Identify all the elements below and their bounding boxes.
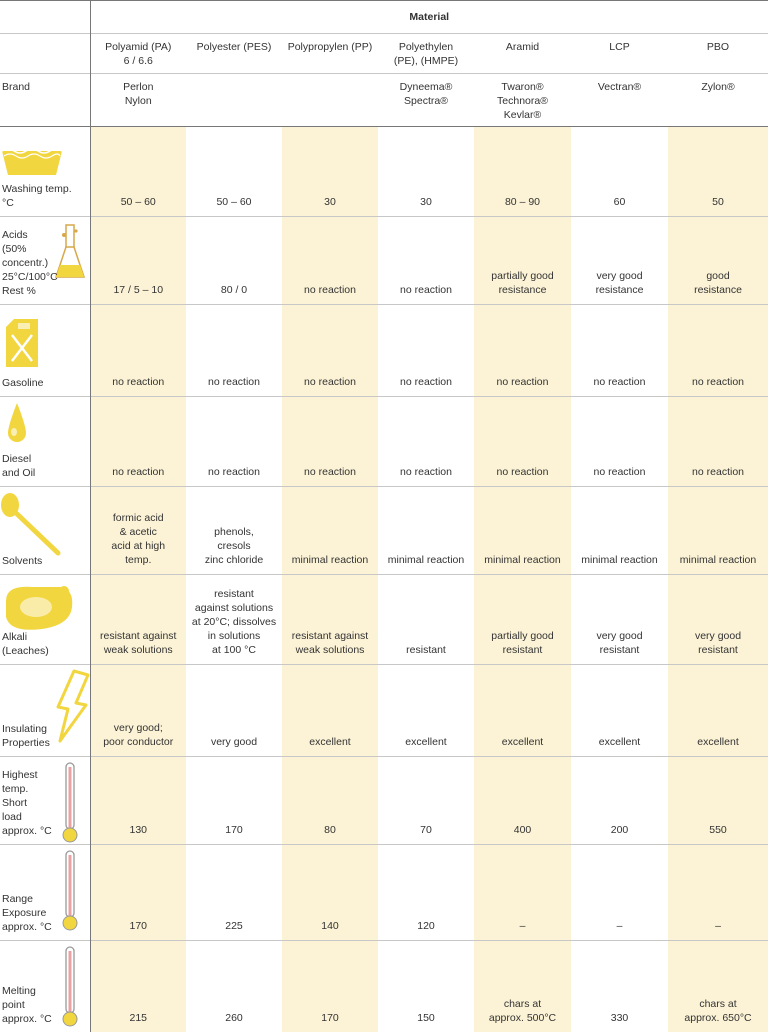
value-cell xyxy=(668,757,768,845)
value-cell xyxy=(378,487,474,575)
value-text: chars at approx. 500°C xyxy=(474,997,571,1032)
value-text: resistant against solutions at 20°C; dissolves in solutions at 100 °C xyxy=(186,587,282,664)
property-label-cell xyxy=(0,217,90,305)
value-cell xyxy=(668,487,768,575)
brand-cell: Perlon Nylon xyxy=(90,74,186,127)
value-text: 50 – 60 xyxy=(186,195,282,216)
property-row xyxy=(0,757,768,845)
value-text: no reaction xyxy=(282,465,378,486)
value-text: 170 xyxy=(186,823,282,844)
value-text: minimal reaction xyxy=(571,553,668,574)
brand-cell xyxy=(282,74,378,127)
value-text: very good resistance xyxy=(571,269,668,304)
material-header-row xyxy=(0,1,768,34)
value-cell xyxy=(571,305,668,397)
value-text: no reaction xyxy=(474,375,571,396)
value-text: 80 xyxy=(282,823,378,844)
value-text: minimal reaction xyxy=(668,553,768,574)
value-text: no reaction xyxy=(91,375,187,396)
value-text: 50 xyxy=(668,195,768,216)
value-cell xyxy=(474,217,571,305)
pipette-icon xyxy=(0,491,64,561)
material-names-row xyxy=(0,34,768,74)
property-row xyxy=(0,665,768,757)
value-cell xyxy=(282,575,378,665)
value-cell xyxy=(90,665,186,757)
property-label-cell xyxy=(0,397,90,487)
value-text: no reaction xyxy=(668,465,768,486)
value-cell xyxy=(282,127,378,217)
value-text: – xyxy=(571,919,668,940)
value-cell xyxy=(90,397,186,487)
value-text: no reaction xyxy=(91,465,187,486)
value-text: very good resistant xyxy=(571,629,668,664)
value-cell xyxy=(571,397,668,487)
value-cell xyxy=(90,305,186,397)
property-label-cell xyxy=(0,487,90,575)
value-cell xyxy=(186,305,282,397)
value-cell xyxy=(571,665,668,757)
value-text: no reaction xyxy=(282,283,378,304)
brand-row xyxy=(0,74,768,127)
value-cell xyxy=(668,217,768,305)
value-text: phenols, cresols zinc chloride xyxy=(186,525,282,574)
value-cell xyxy=(668,397,768,487)
value-text: 330 xyxy=(571,1011,668,1032)
property-row xyxy=(0,305,768,397)
value-cell xyxy=(571,757,668,845)
value-cell xyxy=(668,305,768,397)
value-text: no reaction xyxy=(378,283,474,304)
property-label: Insulating Properties xyxy=(2,722,50,750)
value-text: good resistance xyxy=(668,269,768,304)
material-column-header: Polyethylen (PE), (HMPE) xyxy=(378,34,474,74)
value-cell xyxy=(186,757,282,845)
property-label: Washing temp. °C xyxy=(2,182,72,210)
value-cell xyxy=(282,665,378,757)
thermometer-icon xyxy=(62,761,78,845)
material-column-header: Polyester (PES) xyxy=(186,34,282,74)
value-cell xyxy=(90,217,186,305)
value-cell xyxy=(282,845,378,941)
property-row xyxy=(0,941,768,1032)
value-text: no reaction xyxy=(571,465,668,486)
property-label: Acids (50% concentr.) 25°C/100°C Rest % xyxy=(2,228,58,298)
material-column-header: Polyamid (PA) 6 / 6.6 xyxy=(90,34,186,74)
property-label: Alkali (Leaches) xyxy=(2,630,49,658)
value-text: 140 xyxy=(282,919,378,940)
flask-icon xyxy=(54,223,88,287)
value-cell xyxy=(378,665,474,757)
value-cell xyxy=(571,127,668,217)
value-cell xyxy=(474,397,571,487)
value-text: no reaction xyxy=(186,465,282,486)
property-row xyxy=(0,397,768,487)
value-cell xyxy=(474,575,571,665)
material-column-header: Polypropylen (PP) xyxy=(282,34,378,74)
value-cell xyxy=(186,487,282,575)
value-text: resistant against weak solutions xyxy=(91,629,187,664)
value-cell xyxy=(378,757,474,845)
value-cell xyxy=(571,217,668,305)
value-cell xyxy=(282,941,378,1032)
property-label: Highest temp. Short load approx. °C xyxy=(2,768,52,838)
value-cell xyxy=(378,575,474,665)
value-cell xyxy=(668,941,768,1032)
material-column-header: LCP xyxy=(571,34,668,74)
value-text: no reaction xyxy=(378,375,474,396)
brand-cell: Zylon® xyxy=(668,74,768,127)
material-column-header: PBO xyxy=(668,34,768,74)
washing-tub-icon xyxy=(0,147,64,181)
property-row xyxy=(0,487,768,575)
value-text: 260 xyxy=(186,1011,282,1032)
value-text: 30 xyxy=(282,195,378,216)
value-cell xyxy=(282,305,378,397)
value-text: 170 xyxy=(282,1011,378,1032)
value-cell xyxy=(90,487,186,575)
value-cell xyxy=(90,575,186,665)
thermometer-icon xyxy=(62,945,78,1032)
value-cell xyxy=(186,845,282,941)
material-column-header: Aramid xyxy=(474,34,571,74)
brand-cell: Dyneema® Spectra® xyxy=(378,74,474,127)
lightning-bolt-icon xyxy=(52,669,90,747)
property-label-cell xyxy=(0,757,90,845)
value-text: 17 / 5 – 10 xyxy=(91,283,187,304)
value-cell xyxy=(378,217,474,305)
value-text: minimal reaction xyxy=(474,553,571,574)
value-cell xyxy=(186,397,282,487)
property-label-cell xyxy=(0,665,90,757)
value-cell xyxy=(474,487,571,575)
property-row xyxy=(0,127,768,217)
value-cell xyxy=(186,217,282,305)
property-label-cell xyxy=(0,575,90,665)
value-text: 170 xyxy=(91,919,187,940)
value-cell xyxy=(282,217,378,305)
value-text: no reaction xyxy=(282,375,378,396)
value-text: no reaction xyxy=(474,465,571,486)
value-cell xyxy=(668,845,768,941)
value-text: 150 xyxy=(378,1011,474,1032)
value-cell xyxy=(186,127,282,217)
property-label-cell xyxy=(0,845,90,941)
value-cell xyxy=(378,305,474,397)
value-cell xyxy=(571,575,668,665)
value-cell xyxy=(378,127,474,217)
oil-drop-icon xyxy=(6,401,28,451)
value-text: very good xyxy=(186,735,282,756)
value-text: very good; poor conductor xyxy=(91,721,187,756)
value-cell xyxy=(474,127,571,217)
value-cell xyxy=(668,665,768,757)
value-text: 30 xyxy=(378,195,474,216)
value-text: no reaction xyxy=(668,375,768,396)
value-text: partially good resistance xyxy=(474,269,571,304)
value-text: no reaction xyxy=(571,375,668,396)
value-text: resistant xyxy=(378,643,474,664)
jerrycan-icon xyxy=(2,317,42,373)
value-cell xyxy=(90,941,186,1032)
property-label: Melting point approx. °C xyxy=(2,984,52,1026)
property-label: Diesel and Oil xyxy=(2,452,35,480)
value-text: 80 / 0 xyxy=(186,283,282,304)
value-text: – xyxy=(668,919,768,940)
value-text: chars at approx. 650°C xyxy=(668,997,768,1032)
value-cell xyxy=(378,397,474,487)
value-text: excellent xyxy=(571,735,668,756)
value-text: 225 xyxy=(186,919,282,940)
corner-cell xyxy=(0,1,90,34)
brand-label: Brand xyxy=(0,74,90,127)
value-text: formic acid & acetic acid at high temp. xyxy=(91,511,187,574)
thermometer-icon xyxy=(62,849,78,937)
value-text: – xyxy=(474,919,571,940)
value-cell xyxy=(282,487,378,575)
value-text: excellent xyxy=(474,735,571,756)
value-cell xyxy=(90,845,186,941)
value-cell xyxy=(378,941,474,1032)
value-text: excellent xyxy=(668,735,768,756)
value-cell xyxy=(474,665,571,757)
value-cell xyxy=(378,845,474,941)
property-row xyxy=(0,845,768,941)
value-cell xyxy=(571,845,668,941)
value-cell xyxy=(90,127,186,217)
value-cell xyxy=(474,757,571,845)
value-cell xyxy=(282,757,378,845)
property-label-cell xyxy=(0,127,90,217)
value-cell xyxy=(668,127,768,217)
value-cell xyxy=(571,941,668,1032)
property-label-cell xyxy=(0,305,90,397)
value-text: 120 xyxy=(378,919,474,940)
value-text: resistant against weak solutions xyxy=(282,629,378,664)
property-row xyxy=(0,217,768,305)
value-text: 50 – 60 xyxy=(91,195,187,216)
value-text: very good resistant xyxy=(668,629,768,664)
value-cell xyxy=(474,845,571,941)
value-text: 70 xyxy=(378,823,474,844)
value-text: 550 xyxy=(668,823,768,844)
value-text: no reaction xyxy=(186,375,282,396)
value-cell xyxy=(282,397,378,487)
value-text: excellent xyxy=(282,735,378,756)
value-text: minimal reaction xyxy=(282,553,378,574)
value-text: minimal reaction xyxy=(378,553,474,574)
value-cell xyxy=(571,487,668,575)
value-cell xyxy=(474,305,571,397)
value-cell xyxy=(186,665,282,757)
corner-cell xyxy=(0,34,90,74)
value-text: 80 – 90 xyxy=(474,195,571,216)
property-label: Gasoline xyxy=(2,376,43,390)
value-text: partially good resistant xyxy=(474,629,571,664)
brand-cell: Vectran® xyxy=(571,74,668,127)
property-label-cell xyxy=(0,941,90,1032)
value-cell xyxy=(186,575,282,665)
value-text: excellent xyxy=(378,735,474,756)
value-text: 400 xyxy=(474,823,571,844)
value-cell xyxy=(474,941,571,1032)
brand-cell xyxy=(186,74,282,127)
value-text: 130 xyxy=(91,823,187,844)
brand-cell: Twaron® Technora® Kevlar® xyxy=(474,74,571,127)
value-text: 60 xyxy=(571,195,668,216)
value-cell xyxy=(90,757,186,845)
property-label: Range Exposure approx. °C xyxy=(2,892,52,934)
value-text: no reaction xyxy=(378,465,474,486)
value-cell xyxy=(668,575,768,665)
value-cell xyxy=(186,941,282,1032)
property-row xyxy=(0,575,768,665)
value-text: 200 xyxy=(571,823,668,844)
property-label: Solvents xyxy=(2,554,42,568)
material-heading: Material xyxy=(90,1,768,34)
value-text: 215 xyxy=(91,1011,187,1032)
